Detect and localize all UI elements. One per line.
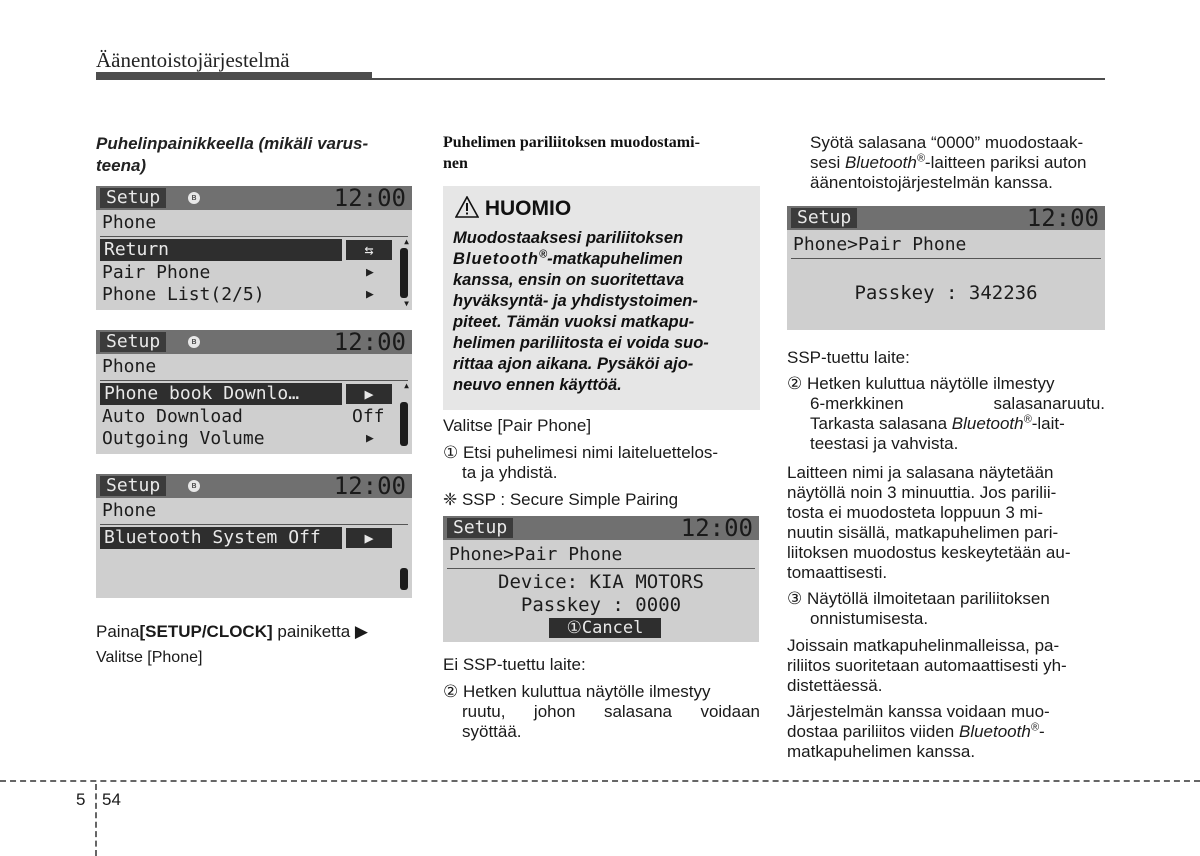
lcd-screen-pair-phone-passkey bbox=[787, 206, 1105, 330]
lcd-menu-item-phone-list[interactable]: Phone List(2/5) bbox=[102, 284, 265, 305]
footer-divider bbox=[0, 780, 1200, 782]
caution-title: HUOMIO bbox=[455, 196, 571, 222]
bluetooth-icon: ʙ bbox=[188, 192, 200, 204]
lcd-title: Phone bbox=[102, 500, 157, 521]
ssp-note: ❈ SSP : Secure Simple Pairing bbox=[443, 490, 679, 509]
caution-text: Muodostaaksesi pariliitoksen Bluetooth®-matkapuhelimen kanssa, ensin on suoritettava hyväksyntä- ja yhdistystoimen- piteet. Tämän vuoksi matkapu- helimen pariliitosta ei voida suo- rittaa ajon aikana. Pysäköi ajo- neuvo ennen käyttöä. bbox=[453, 229, 709, 394]
ssp-device-label: SSP-tuettu laite: bbox=[787, 348, 910, 367]
lcd-menu-item-auto-download[interactable]: Auto Download bbox=[102, 406, 243, 427]
lcd-menu-item-phonebook-download[interactable]: Phone book Downlo… bbox=[100, 383, 342, 405]
lcd-menu-item-pair-phone[interactable]: Pair Phone bbox=[102, 262, 211, 283]
step-1: ① Etsi puhelimesi nimi laiteluettelos- ta ja yhdistä. bbox=[443, 443, 719, 482]
chevron-right-icon[interactable]: ▶ bbox=[346, 384, 392, 404]
lcd-clock: 12:00 bbox=[333, 474, 406, 500]
chevron-right-icon: ▶ bbox=[366, 431, 374, 446]
scroll-up-icon: ▲ bbox=[404, 381, 409, 390]
lcd-divider bbox=[447, 568, 755, 569]
scrollbar[interactable] bbox=[400, 402, 408, 446]
scrollbar[interactable] bbox=[400, 568, 408, 590]
lcd-menu-item-bluetooth-system-off[interactable]: Bluetooth System Off bbox=[100, 527, 342, 549]
lcd-setup-tab: Setup bbox=[447, 518, 513, 538]
section-heading-phone-button: Puhelinpainikkeella (mikäli varus- teena) bbox=[96, 134, 369, 175]
lcd-passkey: Passkey : 0000 bbox=[520, 594, 682, 616]
lcd-menu-item-outgoing-volume[interactable]: Outgoing Volume bbox=[102, 428, 265, 449]
instruction-press-setup: Paina[SETUP/CLOCK] painiketta ▶ bbox=[96, 622, 368, 641]
chevron-right-icon[interactable]: ▶ bbox=[346, 528, 392, 548]
lcd-divider bbox=[791, 258, 1101, 259]
bluetooth-icon: ʙ bbox=[188, 480, 200, 492]
lcd-clock: 12:00 bbox=[333, 330, 406, 356]
return-icon[interactable]: ⇆ bbox=[346, 240, 392, 260]
bluetooth-icon: ʙ bbox=[188, 336, 200, 348]
lcd-device-name: Device: KIA MOTORS bbox=[498, 571, 704, 593]
caution-box bbox=[443, 186, 760, 410]
lcd-screen-phone-menu-2 bbox=[96, 330, 412, 454]
lcd-passkey: Passkey : 342236 bbox=[854, 282, 1038, 304]
lcd-title: Phone bbox=[102, 212, 157, 233]
instruction-select-phone: Valitse [Phone] bbox=[96, 649, 203, 666]
header-rule-thin bbox=[372, 78, 1105, 80]
lcd-divider bbox=[100, 236, 408, 237]
lcd-setup-tab: Setup bbox=[100, 476, 166, 496]
step-3: ③ Näytöllä ilmoitetaan pariliitoksen onnistumisesta. bbox=[787, 589, 1050, 628]
lcd-divider bbox=[100, 524, 408, 525]
step-2-ssp: ② Hetken kuluttua näytölle ilmestyy 6-merkkinen salasanaruutu. Tarkasta salasana Bluetooth®-lait- teestasi ja vahvista. bbox=[787, 374, 1105, 453]
lcd-clock: 12:00 bbox=[680, 516, 753, 542]
lcd-clock: 12:00 bbox=[333, 186, 406, 212]
select-pair-phone: Valitse [Pair Phone] bbox=[443, 416, 592, 435]
lcd-screen-phone-menu-3 bbox=[96, 474, 412, 598]
paragraph-auto-pairing: Joissain matkapuhelinmalleissa, pa- riliitos suoritetaan automaattisesti yh- distettäessä. bbox=[787, 636, 1067, 695]
lcd-clock: 12:00 bbox=[1026, 206, 1099, 232]
lcd-menu-item-return[interactable]: Return bbox=[100, 239, 342, 261]
lcd-screen-phone-menu-1 bbox=[96, 186, 412, 310]
footer-vertical-divider bbox=[95, 784, 97, 856]
warning-icon bbox=[455, 196, 479, 218]
chapter-number: 5 bbox=[76, 790, 86, 809]
page-header-title: Äänentoistojärjestelmä bbox=[96, 48, 290, 72]
scroll-down-icon: ▼ bbox=[404, 299, 409, 308]
scroll-up-icon: ▲ bbox=[404, 237, 409, 246]
chevron-right-icon: ▶ bbox=[366, 265, 374, 280]
lcd-setup-tab: Setup bbox=[100, 188, 166, 208]
non-ssp-device-label: Ei SSP-tuettu laite: bbox=[443, 655, 586, 674]
cancel-button[interactable]: ①Cancel bbox=[549, 618, 661, 638]
paragraph-five-phones: Järjestelmän kanssa voidaan muo- dostaa pariliitos viiden Bluetooth®- matkapuhelimen kanssa. bbox=[787, 702, 1050, 761]
step-2-non-ssp: ② Hetken kuluttua näytölle ilmestyy ruutu, johon salasana voidaan syöttää. bbox=[443, 682, 760, 741]
section-heading-pairing: Puhelimen pariliitoksen muodostami- nen bbox=[443, 134, 700, 172]
lcd-title: Phone>Pair Phone bbox=[449, 544, 623, 565]
lcd-screen-pair-phone-ssp bbox=[443, 516, 759, 642]
lcd-title: Phone bbox=[102, 356, 157, 377]
passkey-instruction: Syötä salasana “0000” muodostaak- sesi Bluetooth®-laitteen pariksi auton äänentoistojärjestelmän kanssa. bbox=[810, 133, 1087, 192]
lcd-title: Phone>Pair Phone bbox=[793, 234, 967, 255]
lcd-auto-download-value: Off bbox=[352, 406, 385, 427]
paragraph-timeout: Laitteen nimi ja salasana näytetään näytöllä noin 3 minuuttia. Jos parilii- tosta ei muodosteta loppuun 3 mi- nuutin sisällä, matkapuhelimen pari- liitoksen muodostus keskeytetään au- tomaattisesti. bbox=[787, 463, 1071, 582]
lcd-setup-tab: Setup bbox=[100, 332, 166, 352]
chevron-right-icon: ▶ bbox=[366, 287, 374, 302]
lcd-setup-tab: Setup bbox=[791, 208, 857, 228]
scrollbar[interactable] bbox=[400, 248, 408, 298]
page-number: 54 bbox=[102, 790, 121, 809]
lcd-divider bbox=[100, 380, 408, 381]
header-rule-thick bbox=[96, 72, 372, 80]
